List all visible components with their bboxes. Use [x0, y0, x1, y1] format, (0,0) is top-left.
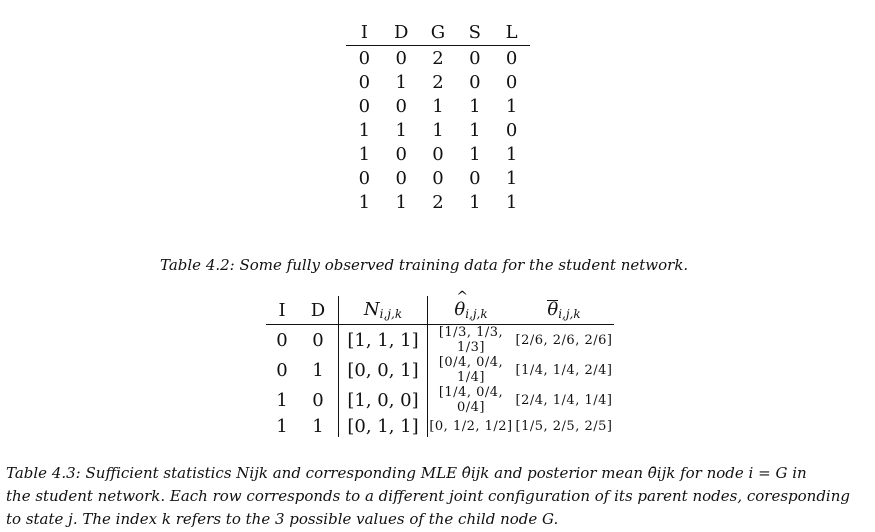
- table-row: [346, 142, 530, 166]
- table-cell: 0: [395, 95, 407, 117]
- parent-d-cell: 0: [312, 329, 324, 351]
- table-row: [266, 415, 614, 437]
- table-cell: 0: [469, 47, 481, 69]
- table-row: [346, 166, 530, 190]
- column-header-i: I: [266, 296, 298, 325]
- mle-symbol: ^ θ: [454, 299, 465, 320]
- table-row: [266, 385, 614, 415]
- column-header-d: D: [298, 296, 339, 325]
- table-cell: 0: [358, 167, 371, 189]
- table-row: [346, 190, 530, 214]
- table-cell: 1: [505, 95, 518, 117]
- counts-symbol: N: [363, 299, 380, 320]
- table-cell: 1: [432, 119, 444, 141]
- table-cell: 0: [395, 47, 407, 69]
- column-header: G: [420, 20, 457, 46]
- posterior-mean-subscript: i,j,k: [558, 307, 581, 321]
- parent-i-cell: 0: [276, 359, 288, 381]
- table-row: [346, 70, 530, 94]
- counts-cell: [1, 1, 1]: [339, 325, 428, 356]
- table-row: [346, 118, 530, 142]
- table-cell: 1: [432, 95, 444, 117]
- table-row: [266, 355, 614, 385]
- table-cell: 2: [432, 71, 444, 93]
- table-cell: 1: [469, 191, 481, 213]
- table-cell: 1: [395, 119, 407, 141]
- table-row: [266, 325, 614, 356]
- table-cell: 1: [358, 119, 371, 141]
- parent-i-cell: 1: [276, 415, 288, 437]
- table-cell: 0: [505, 71, 518, 93]
- table-header-row: [266, 296, 614, 325]
- table-4-2-caption: Table 4.2: Some fully observed training data for the student network.: [160, 256, 689, 274]
- table-cell: 0: [469, 71, 481, 93]
- posterior-mean-cell: [1/4, 1/4, 2/4]: [515, 362, 613, 378]
- mle-cell: [1/4, 0/4, 0/4]: [428, 385, 515, 415]
- table-cell: 1: [505, 191, 518, 213]
- table-cell: 0: [395, 167, 407, 189]
- column-header-mle: [428, 296, 515, 325]
- posterior-mean-symbol: θ: [547, 299, 559, 320]
- table-cell: 0: [505, 47, 518, 69]
- posterior-mean-cell: [1/5, 2/5, 2/5]: [515, 418, 613, 434]
- table-cell: 1: [358, 191, 371, 213]
- caption-line: Table 4.3: Sufficient statistics Nijk and corresponding MLE θ̂ijk and posterior mean θ̄ijk for node i = G in: [6, 464, 807, 482]
- mle-cell: [0, 1/2, 1/2]: [428, 415, 515, 437]
- table-cell: 1: [358, 143, 371, 165]
- table-cell: 0: [432, 167, 444, 189]
- table-cell: 1: [469, 143, 481, 165]
- sufficient-statistics-table: [266, 296, 614, 437]
- table-cell: 1: [469, 95, 481, 117]
- table-cell: 1: [469, 119, 481, 141]
- counts-cell: [0, 0, 1]: [339, 355, 428, 385]
- parent-i-cell: 0: [276, 329, 288, 351]
- parent-d-cell: 0: [312, 389, 324, 411]
- counts-subscript: i,j,k: [379, 307, 403, 321]
- parent-i-cell: 1: [276, 389, 288, 411]
- column-header-posterior-mean: [514, 296, 614, 325]
- table-cell: 1: [395, 191, 407, 213]
- table-4-3-caption: [6, 462, 872, 531]
- table-cell: 2: [432, 191, 444, 213]
- table-cell: 0: [358, 47, 371, 69]
- column-header: L: [493, 20, 530, 46]
- table-cell: 0: [505, 119, 518, 141]
- table-row: [346, 46, 530, 71]
- table-header-row: [346, 20, 530, 46]
- table-cell: 1: [505, 167, 518, 189]
- column-header-counts: [339, 296, 428, 325]
- table-cell: 1: [505, 143, 518, 165]
- caption-line: to state j. The index k refers to the 3 possible values of the child node G.: [6, 510, 559, 528]
- caption-line: the student network. Each row corresponds to a different joint configuration of its parent nodes, coresponding: [6, 487, 850, 505]
- table-cell: 0: [358, 71, 371, 93]
- counts-cell: [0, 1, 1]: [339, 415, 428, 437]
- table-cell: 1: [395, 71, 407, 93]
- mle-cell: [0/4, 0/4, 1/4]: [428, 355, 515, 385]
- table-cell: 0: [358, 95, 371, 117]
- posterior-mean-cell: [2/4, 1/4, 1/4]: [515, 392, 613, 408]
- table-row: [346, 94, 530, 118]
- parent-d-cell: 1: [312, 415, 324, 437]
- counts-cell: [1, 0, 0]: [339, 385, 428, 415]
- mle-cell: [1/3, 1/3, 1/3]: [428, 325, 515, 356]
- mle-subscript: i,j,k: [465, 307, 488, 321]
- column-header: S: [456, 20, 493, 46]
- table-cell: 0: [395, 143, 407, 165]
- table-cell: 0: [469, 167, 481, 189]
- column-header: I: [346, 20, 383, 46]
- table-cell: 2: [432, 47, 444, 69]
- training-data-table: [346, 20, 530, 214]
- posterior-mean-cell: [2/6, 2/6, 2/6]: [515, 332, 613, 348]
- parent-d-cell: 1: [312, 359, 324, 381]
- column-header: D: [383, 20, 420, 46]
- table-cell: 0: [432, 143, 444, 165]
